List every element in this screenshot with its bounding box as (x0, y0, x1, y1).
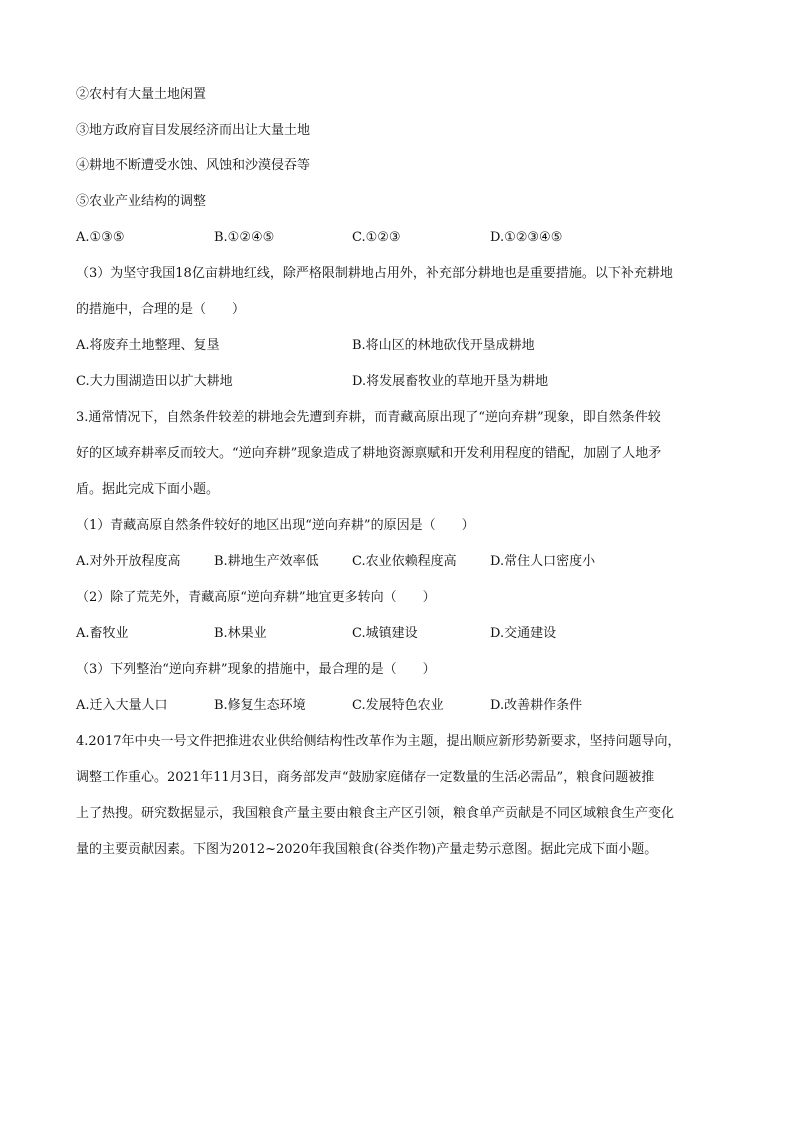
option-b: B.将山区的林地砍伐开垦成耕地 (352, 338, 535, 353)
question-stem: （2）除了荒芜外，青藏高原“逆向弃耕”地宜更多转向（ ） (76, 590, 436, 605)
option-d: D.改善耕作条件 (490, 698, 583, 713)
question-stem: （1）青藏高原自然条件较好的地区出现“逆向弃耕”的原因是（ ） (76, 518, 475, 533)
statement-5: ⑤农业产业结构的调整 (76, 194, 207, 209)
statement-2: ②农村有大量土地闲置 (76, 87, 207, 102)
problem-intro: 3.通常情况下，自然条件较差的耕地会先遭到弃耕，而青藏高原出现了“逆向弃耕”现象，即自然条件较 (76, 410, 661, 425)
option-c: C.农业依赖程度高 (352, 554, 457, 569)
option-c: C.大力围湖造田以扩大耕地 (76, 374, 233, 389)
option-a: A.迁入大量人口 (76, 698, 168, 713)
problem-intro-cont: 量的主要贡献因素。下图为2012~2020年我国粮食(谷类作物)产量走势示意图。据此完成下面小题。 (76, 842, 658, 857)
option-a: A.将废弃土地整理、复垦 (76, 338, 220, 353)
option-c: C.城镇建设 (352, 626, 418, 641)
question-stem: （3）为坚守我国18亿亩耕地红线，除严格限制耕地占用外，补充部分耕地也是重要措施。以下补充耕地 (76, 266, 673, 281)
option-c: C.①②③ (352, 230, 401, 245)
option-b: B.林果业 (214, 626, 267, 641)
option-d: D.常住人口密度小 (490, 554, 596, 569)
statement-4: ④耕地不断遭受水蚀、风蚀和沙漠侵吞等 (76, 158, 311, 173)
option-d: D.①②③④⑤ (490, 230, 563, 245)
option-b: B.①②④⑤ (214, 230, 275, 245)
question-stem-cont: 的措施中，合理的是（ ） (76, 302, 246, 317)
option-c: C.发展特色农业 (352, 698, 444, 713)
statement-3: ③地方政府盲目发展经济而出让大量土地 (76, 123, 311, 138)
option-a: A.畜牧业 (76, 626, 129, 641)
problem-intro: 4.2017年中央一号文件把推进农业供给侧结构性改革作为主题，提出顺应新形势新要求，坚持问题导向， (76, 734, 681, 749)
problem-intro-cont: 上了热搜。研究数据显示，我国粮食产量主要由粮食主产区引领，粮食单产贡献是不同区域粮食生产变化 (76, 806, 675, 821)
option-b: B.耕地生产效率低 (214, 554, 319, 569)
option-d: D.将发展畜牧业的草地开垦为耕地 (352, 374, 549, 389)
option-a: A.对外开放程度高 (76, 554, 181, 569)
option-a: A.①③⑤ (76, 230, 125, 245)
option-b: B.修复生态环境 (214, 698, 306, 713)
option-d: D.交通建设 (490, 626, 557, 641)
problem-intro-cont: 盾。据此完成下面小题。 (76, 482, 220, 497)
problem-intro-cont: 调整工作重心。2021年11月3日，商务部发声“鼓励家庭储存一定数量的生活必需品”，粮食问题被推 (76, 770, 655, 785)
problem-intro-cont: 好的区域弃耕率反而较大。“逆向弃耕”现象造成了耕地资源禀赋和开发利用程度的错配，加剧了人地矛 (76, 446, 662, 461)
question-stem: （3）下列整治“逆向弃耕”现象的措施中，最合理的是（ ） (76, 662, 436, 677)
